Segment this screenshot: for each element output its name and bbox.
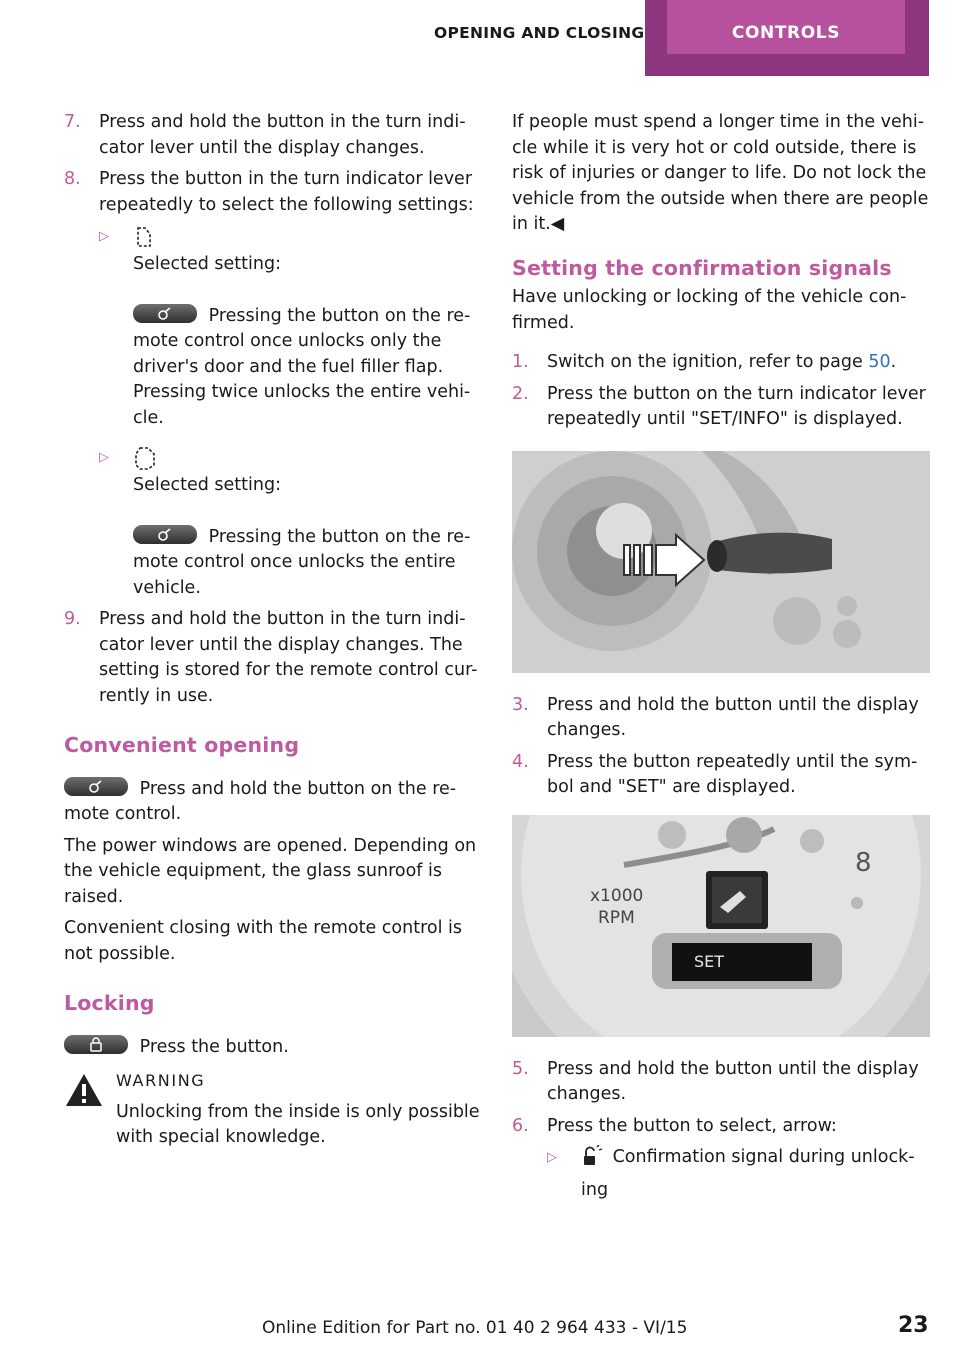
option-description-text: Pressing the button on the re-mote control once unlocks only the driver's door and the fuel filler flap. Pressing twice unlocks the entire vehi-cle. (133, 305, 471, 428)
warning-box (64, 1068, 484, 1151)
remote-lock-button-icon (64, 1035, 128, 1054)
tacho-unit-label: RPM (598, 907, 635, 928)
step-text: Switch on the ignition, refer to page (547, 352, 869, 372)
page-link[interactable]: 50 (868, 352, 891, 372)
step-text: Press and hold the button in the turn indi-cator lever until the display changes. The setting is stored for the remote control cur-rently in use. (99, 609, 478, 706)
instruction-text: Press and hold the button on the re-mote control. (64, 778, 457, 824)
warning-text: Unlocking from the inside is only possible with special knowledge. (116, 1101, 480, 1147)
step-number: 9. (64, 609, 81, 629)
step-text: Press the button repeatedly until the sym-bol and "SET" are displayed. (547, 751, 918, 797)
step-4 (512, 750, 930, 801)
option-description (133, 525, 484, 602)
option-description (133, 304, 484, 432)
all-doors-icon (133, 445, 155, 471)
right-column (512, 110, 930, 1209)
step-text: Press the button to select, arrow: (547, 1115, 837, 1136)
bullet-triangle-icon: ▷ (547, 1150, 557, 1165)
step-6 (512, 1114, 930, 1204)
step-5 (512, 1057, 930, 1108)
footer-edition: Online Edition for Part no. 01 40 2 964 433 - VI/15 (262, 1318, 688, 1338)
selected-setting-label: Selected setting: (133, 475, 281, 495)
step-number: 1. (512, 352, 529, 372)
step-number: 4. (512, 751, 529, 772)
warning-triangle-icon (64, 1072, 104, 1117)
heading-confirmation-signals: Setting the confirmation signals (512, 255, 892, 280)
chapter-tab-label: CONTROLS (731, 23, 841, 43)
step-text: Press the button in the turn indicator lever repeatedly to select the following settings: (99, 169, 474, 215)
locking-instruction (64, 1035, 484, 1061)
remote-unlock-button-icon (64, 777, 128, 796)
subheading-text: Have unlocking or locking of the vehicle con-firmed. (512, 287, 907, 333)
unlock-signal-icon (581, 1145, 607, 1178)
step-text: Press and hold the button until the display changes. (547, 694, 919, 740)
step-text: Press and hold the button in the turn indi-cator lever until the display changes. (99, 112, 466, 158)
bullet-triangle-icon: ▷ (99, 229, 109, 244)
heading-locking: Locking (64, 991, 155, 1015)
step-text: Press and hold the button until the display changes. (547, 1058, 919, 1104)
option-unlock-signal (547, 1145, 930, 1203)
step-7 (64, 110, 484, 161)
convenient-opening-instruction (64, 777, 484, 828)
svg-text:8: 8 (855, 847, 872, 878)
step-number: 2. (512, 383, 529, 404)
step-1: 1. Switch on the ignition, refer to page 50. (512, 350, 930, 376)
step-number: 7. (64, 112, 81, 132)
paragraph: The power windows are opened. Depending on the vehicle equipment, the glass sunroof is raised. (64, 835, 477, 907)
tacho-unit-label: x1000 (590, 885, 644, 906)
left-column (64, 110, 484, 1151)
step-8 (64, 167, 484, 601)
intro-paragraph: If people must spend a longer time in the vehi-cle while it is very hot or cold outside, there is risk of injuries or danger to life. Do not lock the vehicle from the outside when there are people in it.◀ (512, 112, 929, 234)
remote-unlock-button-icon (133, 304, 197, 323)
option-text: Confirmation signal during unlock-ing (581, 1147, 915, 1200)
step-text: Press the button on the turn indicator lever repeatedly until "SET/INFO" is displayed. (547, 383, 926, 429)
option-single-door (99, 224, 484, 431)
remote-unlock-button-icon (133, 525, 197, 544)
option-description-text: Pressing the button on the re-mote control once unlocks the entire vehicle. (133, 526, 471, 598)
heading-convenient-opening: Convenient opening (64, 733, 300, 757)
selected-setting-label: Selected setting: (133, 254, 281, 274)
section-title: OPENING AND CLOSING (434, 24, 645, 42)
instruction-text: Press the button. (139, 1036, 289, 1057)
page-number: 23 (898, 1313, 929, 1338)
option-all-doors (99, 445, 484, 601)
single-door-icon (133, 224, 155, 250)
warning-title: WARNING (116, 1071, 206, 1090)
step-number: 6. (512, 1115, 529, 1136)
step-3 (512, 693, 930, 744)
tachometer-display-photo (512, 815, 930, 1037)
turn-indicator-lever-photo (512, 451, 930, 673)
paragraph: Convenient closing with the remote control is not possible. (64, 918, 463, 964)
display-set-label: SET (694, 951, 725, 971)
step-number: 8. (64, 169, 81, 189)
step-number: 5. (512, 1058, 529, 1079)
step-number: 3. (512, 694, 529, 715)
step-9 (64, 607, 484, 709)
step-2 (512, 382, 930, 433)
bullet-triangle-icon: ▷ (99, 450, 109, 465)
